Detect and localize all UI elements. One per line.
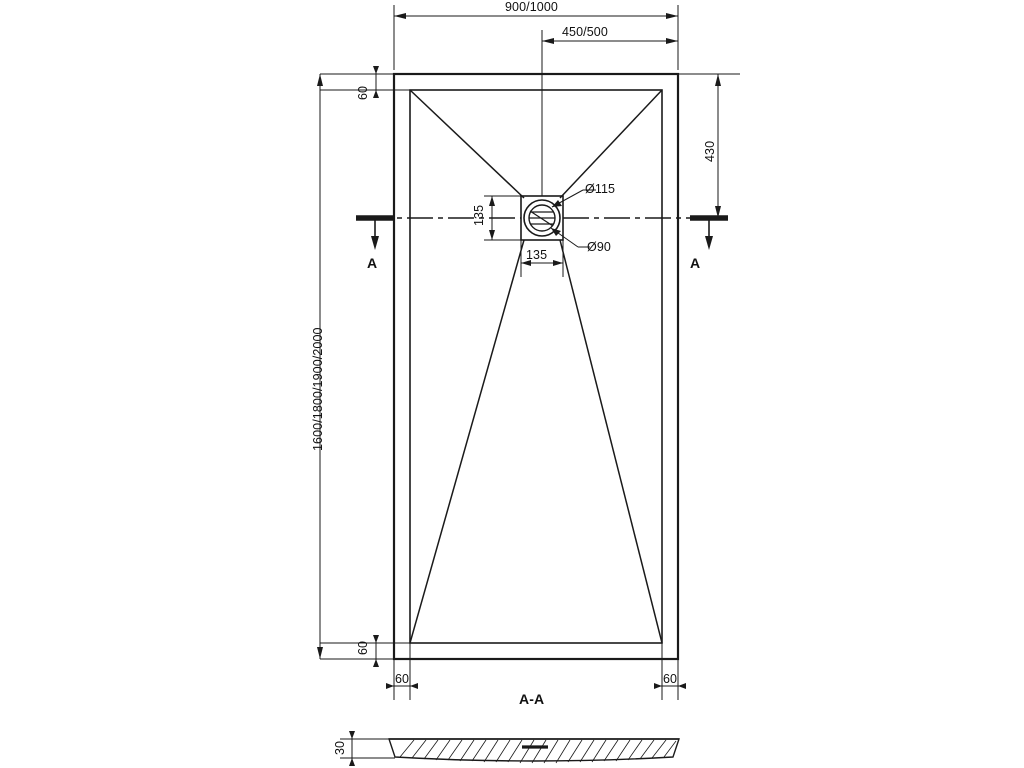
section-profile — [389, 739, 679, 761]
dim-label-thickness: 30 — [333, 740, 347, 755]
tray-basin-outline — [410, 90, 662, 643]
tray-outline — [394, 74, 678, 659]
dim-label-drain-from-top: 430 — [703, 140, 717, 162]
dim-label-overall-height: 1600/1800/1900/2000 — [311, 327, 325, 451]
drain-grate-lines — [529, 211, 555, 226]
dim-label-drain-vertical: 135 — [472, 204, 486, 226]
dim-label-inner-diameter: Ø90 — [587, 240, 611, 254]
dim-label-bottom-offset: 60 — [356, 640, 370, 655]
section-arrow-head-right — [705, 236, 713, 250]
slope-fold-lines — [410, 90, 662, 643]
dim-label-half-width: 450/500 — [562, 25, 608, 39]
dim-half-width — [542, 30, 678, 196]
dim-label-overall-width: 900/1000 — [505, 0, 558, 14]
dim-thickness — [340, 731, 395, 766]
section-arrow-head-left — [371, 236, 379, 250]
dim-overall-width — [394, 5, 678, 70]
dim-label-left-offset: 60 — [395, 672, 410, 686]
section-view-label: A-A — [519, 691, 545, 707]
dim-label-drain-horizontal: 135 — [526, 248, 548, 262]
dim-label-outer-diameter: Ø115 — [585, 182, 616, 196]
section-mark-right-label: A — [690, 255, 701, 271]
section-mark-left-label: A — [367, 255, 378, 271]
dim-label-right-offset: 60 — [663, 672, 678, 686]
dim-label-top-offset: 60 — [356, 85, 370, 100]
